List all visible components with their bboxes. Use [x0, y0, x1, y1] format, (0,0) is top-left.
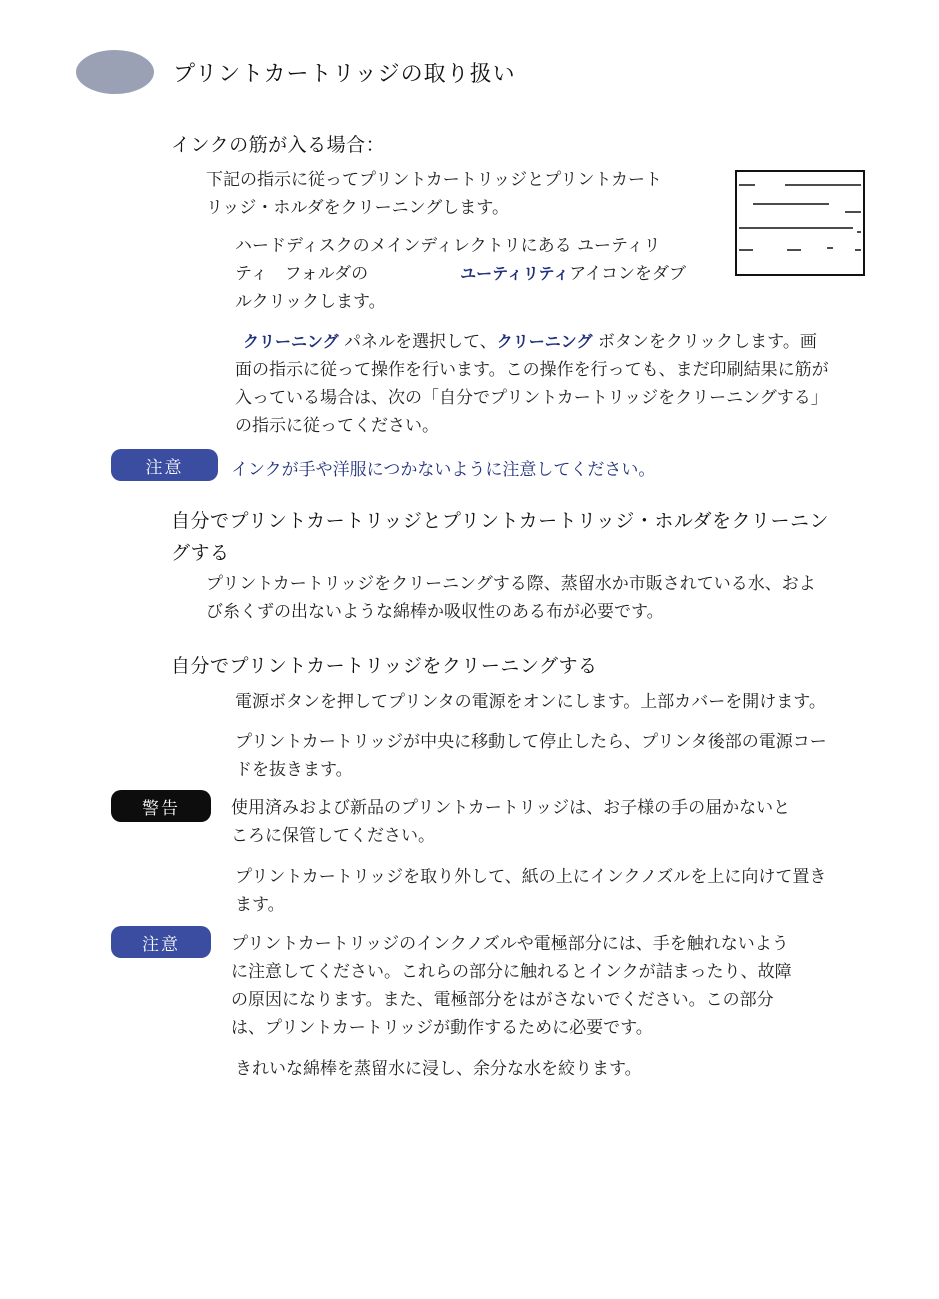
- streaks-intro-line: 下記の指示に従ってプリントカートリッジとプリントカート: [206, 170, 662, 190]
- step-text-line: [235, 328, 885, 356]
- streaks-intro: [206, 166, 706, 222]
- streak-sample-figure: [735, 170, 865, 276]
- body-line: び糸くずの出ないような綿棒か吸収性のある布が必要です。: [206, 602, 664, 622]
- warning-text: [231, 794, 881, 850]
- step-text: パネルを選択して、: [338, 332, 497, 352]
- self-clean-step-4: きれいな綿棒を蒸留水に浸し、余分な水を絞ります。: [235, 1059, 642, 1079]
- cleaning-panel-label: クリーニング: [243, 332, 339, 351]
- section-badge: [76, 50, 154, 94]
- streaks-heading: インクの筋が入る場合：: [171, 134, 386, 156]
- caution-badge-2: 注意: [111, 926, 211, 958]
- streaks-step-2: [235, 328, 885, 440]
- step-text: ボタンをクリックします。画: [592, 332, 817, 352]
- streaks-intro-line: リッジ・ホルダをクリーニングします。: [206, 198, 509, 218]
- utility-icon-label: ユーティリティ: [460, 264, 570, 283]
- self-clean-all-heading: [171, 505, 871, 569]
- self-clean-step-1: 電源ボタンを押してプリンタの電源をオンにします。上部カバーを開けます。: [235, 692, 826, 712]
- self-clean-step-2: [235, 728, 895, 784]
- page-title: プリントカートリッジの取り扱い: [173, 62, 516, 87]
- caution-line: は、プリントカートリッジが動作するために必要です。: [231, 1018, 653, 1038]
- step-text-line: ハードディスクのメインディレクトリにある ユーティリ: [235, 236, 661, 256]
- heading-line: 自分でプリントカートリッジとプリントカートリッジ・ホルダをクリーニン: [171, 510, 830, 532]
- step-text: アイコンをダブ: [569, 264, 687, 284]
- step-text-line: プリントカートリッジが中央に移動して停止したら、プリンタ後部の電源コー: [235, 732, 827, 752]
- warning-line: ころに保管してください。: [231, 826, 435, 846]
- step-text-line: 入っている場合は、次の「自分でプリントカートリッジをクリーニングする」: [235, 388, 828, 408]
- self-clean-all-body: [206, 570, 896, 626]
- self-clean-cart-heading: 自分でプリントカートリッジをクリーニングする: [171, 655, 598, 677]
- figure-frame: [736, 171, 864, 275]
- caution-text-2: [231, 930, 881, 1042]
- step-text-line: 面の指示に従って操作を行います。この操作を行っても、まだ印刷結果に筋が: [235, 360, 829, 380]
- step-text-line: [235, 260, 735, 288]
- step-text: ティ フォルダの: [235, 264, 369, 284]
- caution-line: の原因になります。また、電極部分をはがさないでください。この部分: [231, 990, 774, 1010]
- streaks-step-1: [235, 232, 735, 316]
- step-text-line: ドを抜きます。: [235, 760, 353, 780]
- warning-badge: 警告: [111, 790, 211, 822]
- step-text-line: ルクリックします。: [235, 292, 386, 312]
- body-line: プリントカートリッジをクリーニングする際、蒸留水か市販されている水、およ: [206, 574, 816, 594]
- cleaning-button-label: クリーニング: [496, 332, 593, 351]
- heading-line: グする: [171, 542, 230, 564]
- caution-line: に注意してください。これらの部分に触れるとインクが詰まったり、故障: [231, 962, 792, 982]
- caution-text: インクが手や洋服につかないように注意してください。: [231, 460, 656, 480]
- self-clean-step-3: [235, 863, 895, 919]
- caution-badge: 注意: [111, 449, 218, 481]
- warning-line: 使用済みおよび新品のプリントカートリッジは、お子様の手の届かないと: [231, 798, 791, 818]
- step-text-line: ます。: [235, 895, 285, 915]
- step-text-line: プリントカートリッジを取り外して、紙の上にインクノズルを上に向けて置き: [235, 867, 827, 887]
- step-text-line: の指示に従ってください。: [235, 416, 439, 436]
- caution-line: プリントカートリッジのインクノズルや電極部分には、手を触れないよう: [231, 934, 789, 954]
